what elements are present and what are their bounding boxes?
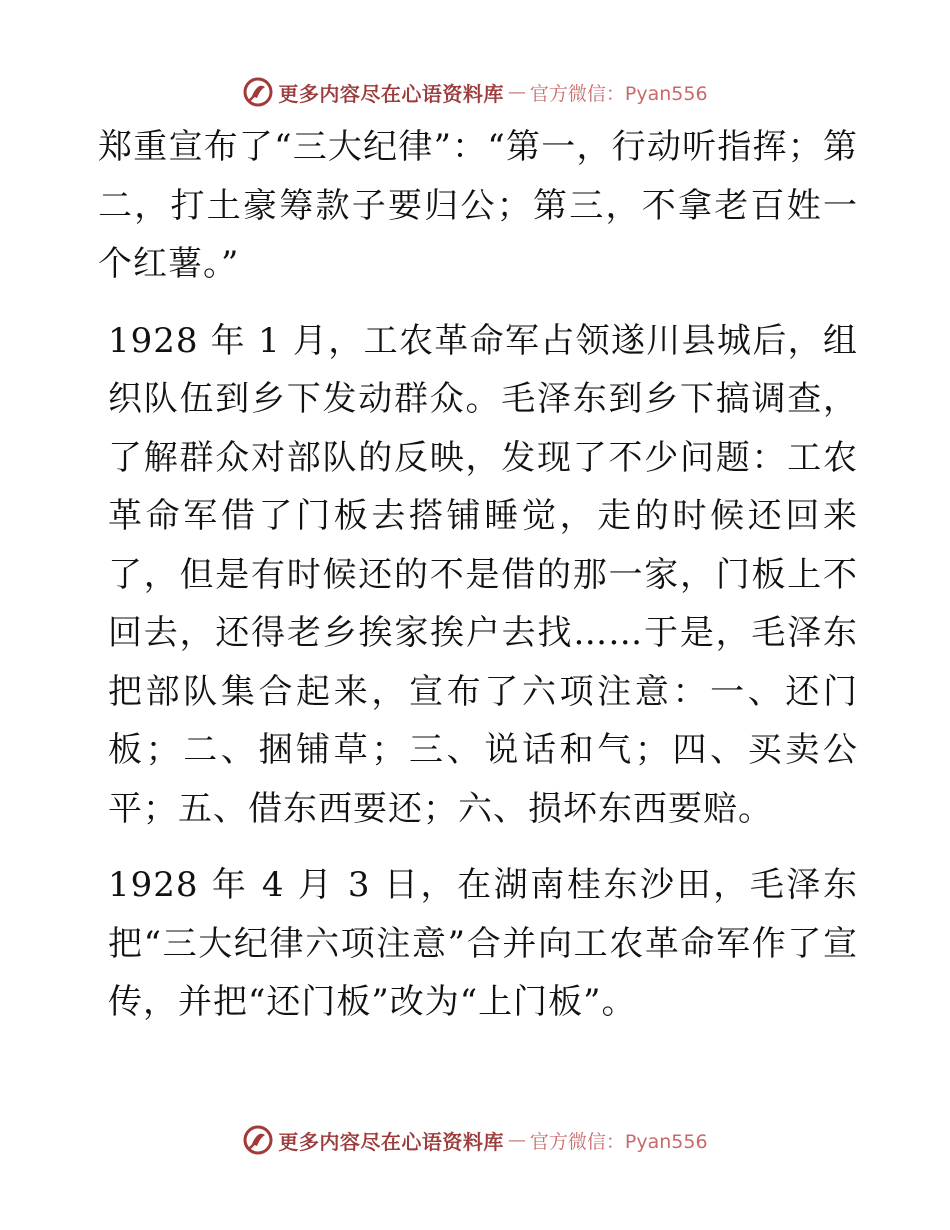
watermark-wechat: 官方微信：Pyan556	[529, 82, 708, 105]
paragraph-three-disciplines: 郑重宣布了“三大纪律”：“第一，行动听指挥；第二，打土豪筹款子要归公；第三，不拿老百姓一个红薯。”	[98, 127, 858, 284]
paragraph-merger: 1928 年 4 月 3 日，在湖南桂东沙田，毛泽东把“三大纪律六项注意”合并向工农革命军作了宣传，并把“还门板”改为“上门板”。	[108, 865, 858, 1022]
brand-logo-icon	[242, 1124, 274, 1156]
watermark-separator: —	[507, 1129, 526, 1151]
brand-logo-icon	[242, 76, 274, 108]
document-body	[98, 118, 858, 1032]
watermark-text: 更多内容尽在心语资料库	[278, 81, 504, 106]
watermark-text: 更多内容尽在心语资料库	[278, 1129, 504, 1154]
header-watermark	[0, 72, 950, 112]
footer-watermark	[0, 1120, 950, 1160]
paragraph-six-points: 1928 年 1 月，工农革命军占领遂川县城后，组织队伍到乡下发动群众。毛泽东到乡下搞调查，了解群众对部队的反映，发现了不少问题：工农革命军借了门板去搭铺睡觉，走的时候还回来了，但是有时候还的不是借的那一家，门板上不回去，还得老乡挨家挨户去找……于是，毛泽东把部队集合起来，宣布了六项注意：一、还门板；二、捆铺草；三、说话和气；四、买卖公平；五、借东西要还；六、损坏东西要赔。	[108, 320, 858, 829]
watermark-wechat: 官方微信：Pyan556	[529, 1130, 708, 1153]
watermark-separator: —	[507, 81, 526, 103]
